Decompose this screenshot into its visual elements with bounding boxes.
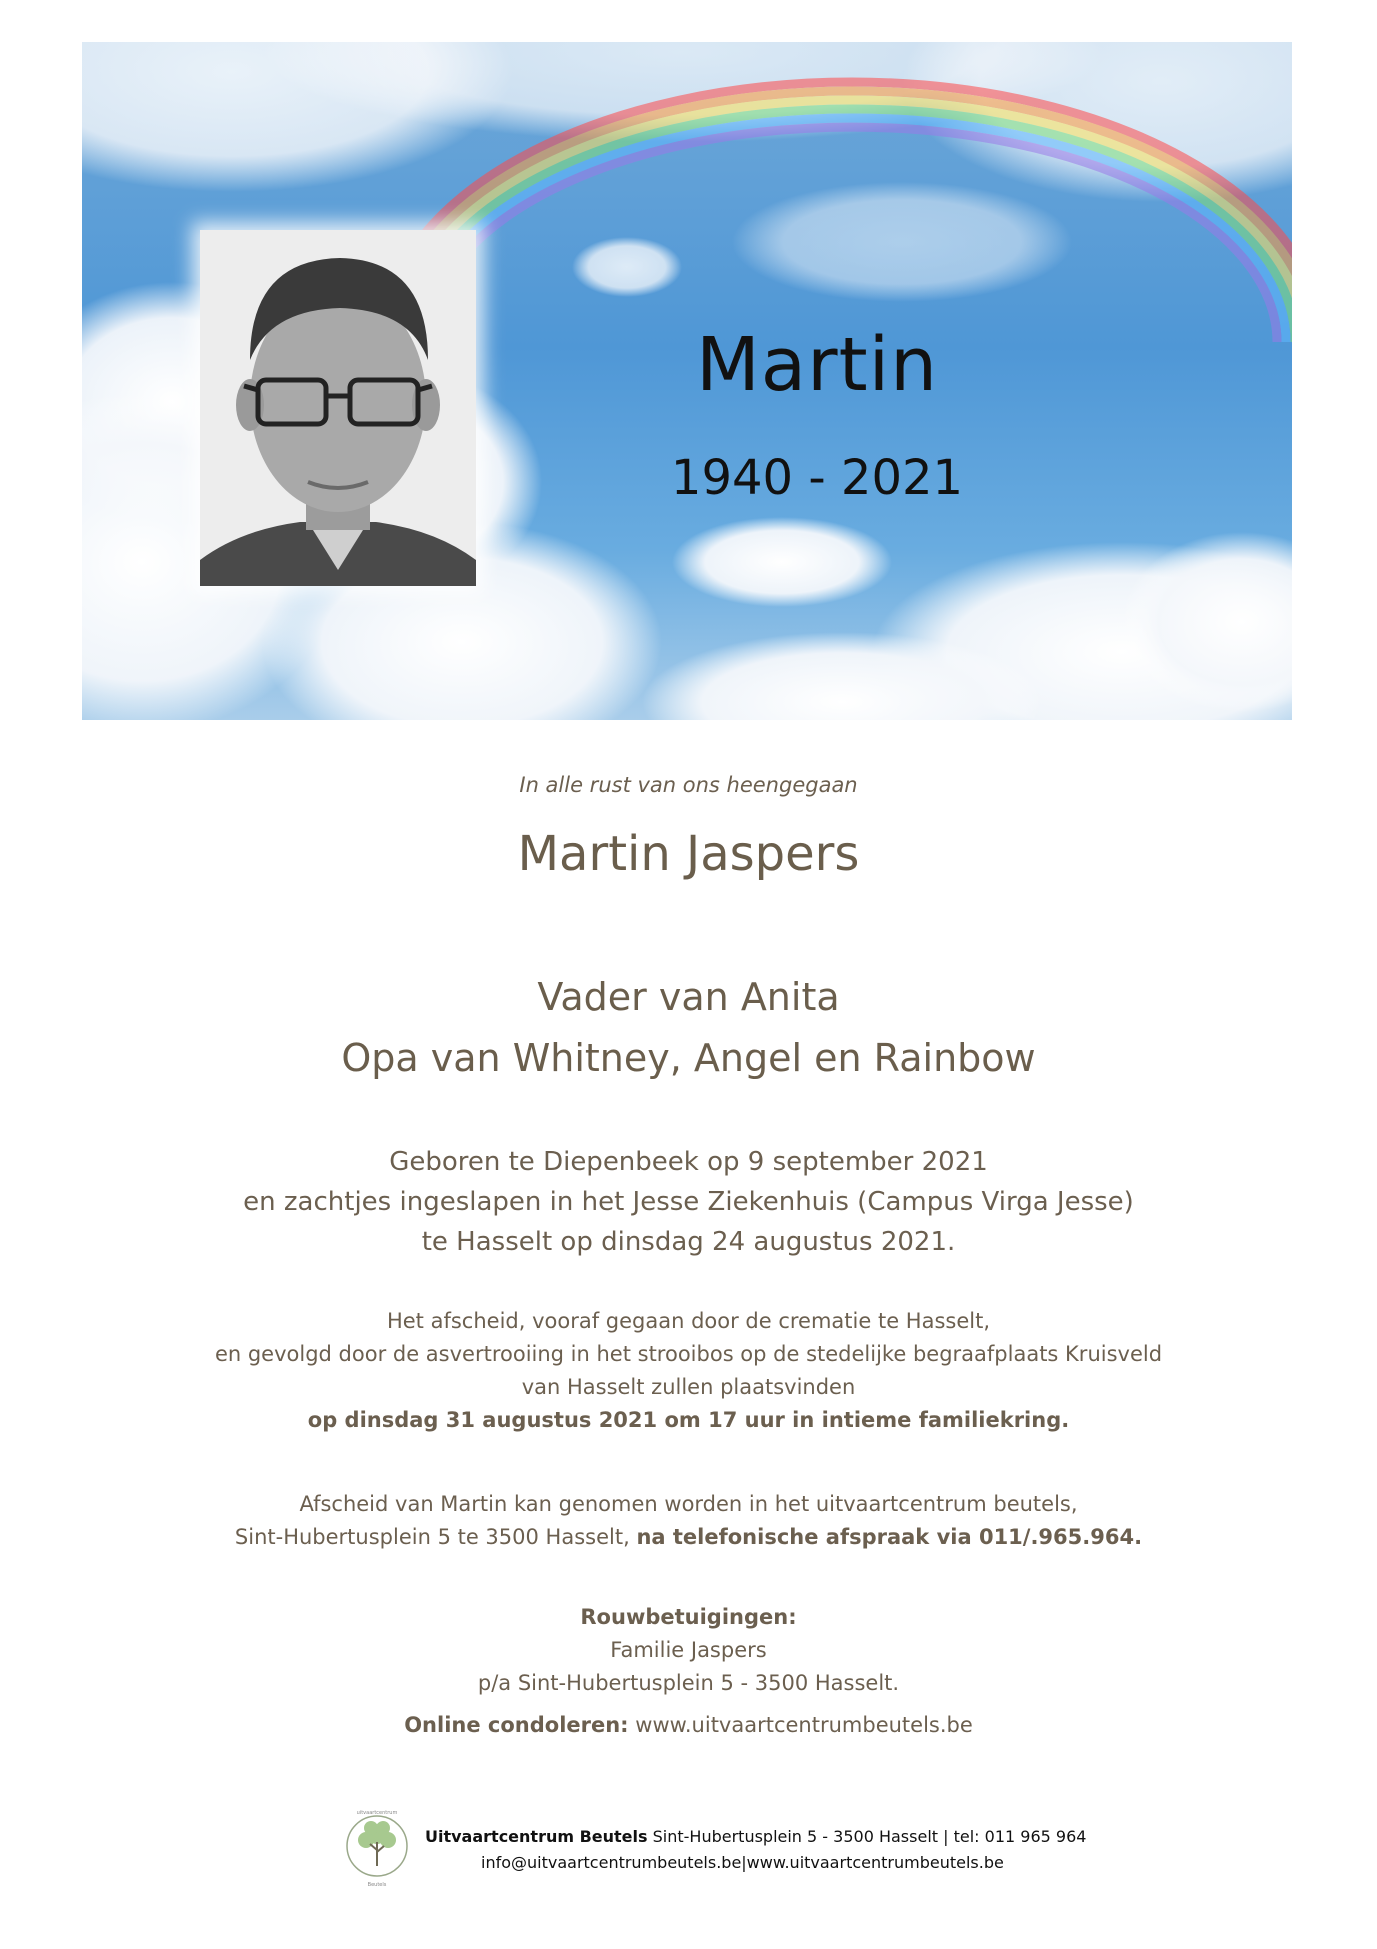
footer-company: Uitvaartcentrum Beutels	[425, 1827, 648, 1846]
condolence-address: p/a Sint-Hubertusplein 5 - 3500 Hasselt.	[477, 1671, 900, 1695]
farewell-date: op dinsdag 31 augustus 2021 om 17 uur in intieme familiekring.	[307, 1408, 1070, 1432]
logo-top-text: uitvaartcentrum	[356, 1810, 398, 1816]
logo-bottom-text: Beutels	[367, 1882, 387, 1888]
visit-address: Sint-Hubertusplein 5 te 3500 Hasselt,	[234, 1525, 630, 1549]
farewell-paragraph	[0, 1305, 1377, 1437]
intro-text: In alle rust van ons heengegaan	[519, 773, 858, 797]
online-url[interactable]: www.uitvaartcentrumbeutels.be	[635, 1713, 973, 1737]
relation-line: Opa van Whitney, Angel en Rainbow	[341, 1036, 1036, 1080]
text-line: Afscheid van Martin kan genomen worden in het uitvaartcentrum beutels,	[299, 1492, 1078, 1516]
condolence-name: Familie Jaspers	[610, 1638, 767, 1662]
banner-first-name: Martin	[695, 322, 939, 408]
portrait-photo	[200, 230, 476, 586]
condolence-heading: Rouwbetuigingen:	[580, 1605, 797, 1629]
banner-years: 1940 - 2021	[670, 450, 964, 506]
online-label: Online condoleren:	[404, 1713, 629, 1737]
birth-and-death-paragraph	[0, 1142, 1377, 1262]
footer-contact[interactable]: info@uitvaartcentrumbeutels.be|www.uitvaartcentrumbeutels.be	[481, 1853, 1004, 1872]
text-line	[0, 1521, 1377, 1554]
text-line: te Hasselt op dinsdag 24 augustus 2021.	[421, 1227, 956, 1257]
header-banner	[82, 42, 1292, 720]
text-line: Geboren te Diepenbeek op 9 september 2021	[389, 1147, 988, 1177]
relation-line: Vader van Anita	[537, 975, 840, 1019]
footer	[425, 1824, 1145, 1876]
visit-paragraph	[0, 1488, 1377, 1554]
footer-address: Sint-Hubertusplein 5 - 3500 Hasselt | tel: 011 965 964	[652, 1827, 1087, 1846]
text-line: en zachtjes ingeslapen in het Jesse Ziekenhuis (Campus Virga Jesse)	[243, 1187, 1134, 1217]
online-condolence-line	[0, 1713, 1377, 1737]
visit-appointment: na telefonische afspraak via 011/.965.964.	[636, 1525, 1143, 1549]
tree-logo-icon	[344, 1808, 410, 1890]
text-line: Het afscheid, vooraf gegaan door de crematie te Hasselt,	[386, 1309, 991, 1333]
condolence-block	[0, 1601, 1377, 1700]
footer-line	[425, 1824, 1145, 1850]
text-line: en gevolgd door de asvertrooiing in het strooibos op de stedelijke begraafplaats Kruisveld	[214, 1342, 1163, 1366]
deceased-full-name: Martin Jaspers	[517, 826, 860, 882]
text-line: van Hasselt zullen plaatsvinden	[521, 1375, 856, 1399]
